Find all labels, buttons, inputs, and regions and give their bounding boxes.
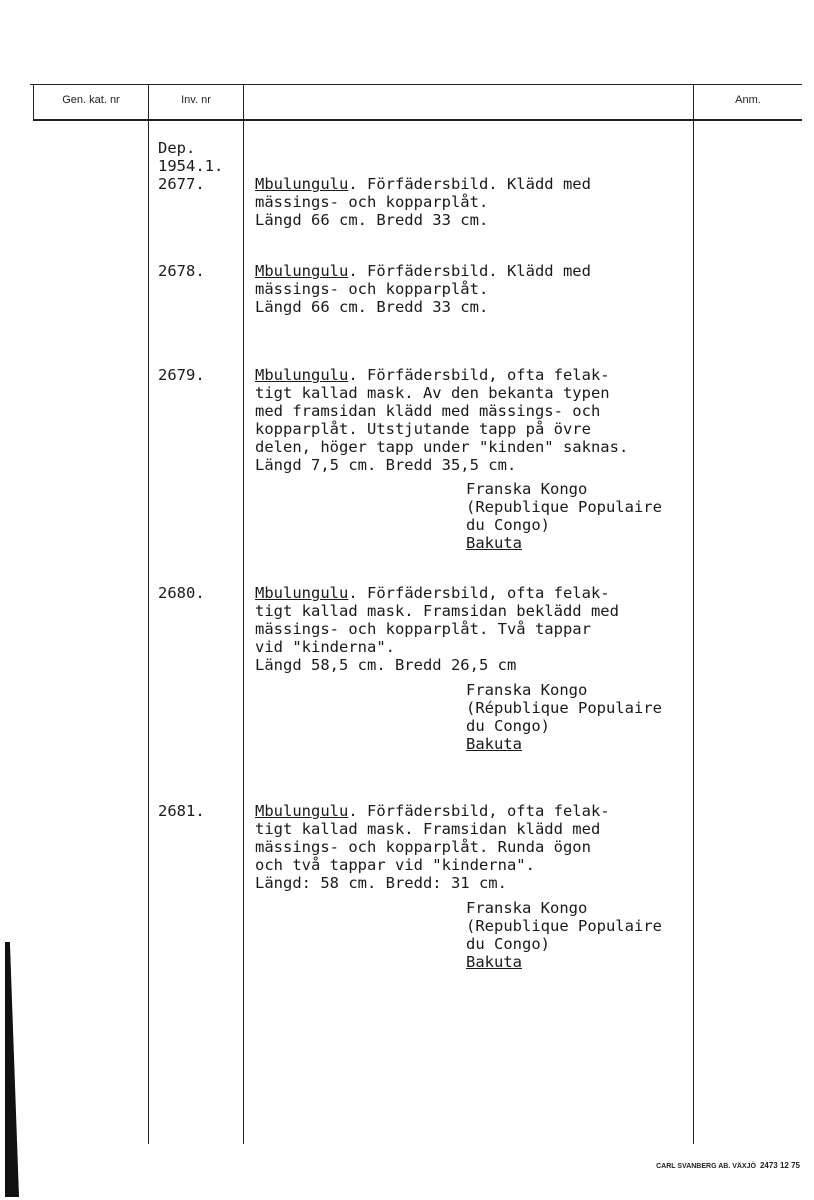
inv-number: 2680. bbox=[158, 584, 205, 602]
inv-number: 2679. bbox=[158, 366, 205, 384]
provenance: Franska Kongo (République Populaire du Congo) Bakuta bbox=[466, 681, 662, 753]
object-title: Mbulungulu bbox=[255, 175, 349, 193]
header-inv-nr: Inv. nr bbox=[181, 94, 211, 106]
header-bottom-rule bbox=[34, 119, 802, 121]
column-divider-anm bbox=[693, 84, 694, 1144]
object-title: Mbulungulu bbox=[255, 262, 349, 280]
header-gen-kat-nr: Gen. kat. nr bbox=[62, 94, 120, 106]
inv-number: Dep. 1954.1. 2677. bbox=[158, 139, 224, 193]
entry-description: Mbulungulu. Förfädersbild. Klädd med mässings- och kopparplåt. Längd 66 cm. Bredd 33 cm. bbox=[255, 262, 591, 316]
header-anm: Anm. bbox=[735, 94, 761, 106]
object-title: Mbulungulu bbox=[255, 584, 349, 602]
scan-edge-shadow bbox=[5, 942, 19, 1197]
provenance: Franska Kongo (Republique Populaire du Congo) Bakuta bbox=[466, 480, 662, 552]
inv-number: 2681. bbox=[158, 802, 205, 820]
column-divider-desc bbox=[243, 84, 244, 1144]
object-title: Mbulungulu bbox=[255, 802, 349, 820]
provenance: Franska Kongo (Republique Populaire du Congo) Bakuta bbox=[466, 899, 662, 971]
entry-description: Mbulungulu. Förfädersbild, ofta felak- tigt kallad mask. Framsidan beklädd med mässings- och kopparplåt. Två tappar vid "kinderna". Längd 58,5 cm. Bredd 26,5 cm bbox=[255, 584, 619, 674]
inv-number: 2678. bbox=[158, 262, 205, 280]
tribe-name: Bakuta bbox=[466, 953, 522, 971]
column-divider-inv bbox=[148, 84, 149, 1144]
entry-description: Mbulungulu. Förfädersbild. Klädd med mässings- och kopparplåt. Längd 66 cm. Bredd 33 cm. bbox=[255, 175, 591, 229]
entry-description: Mbulungulu. Förfädersbild, ofta felak- tigt kallad mask. Av den bekanta typen med framsidan klädd med mässings- och kopparplåt. Utstjutande tapp på övre delen, höger tapp under "kinden" saknas. Längd 7,5 cm. Bredd 35,5 cm. bbox=[255, 366, 629, 474]
object-title: Mbulungulu bbox=[255, 366, 349, 384]
tribe-name: Bakuta bbox=[466, 735, 522, 753]
printer-imprint: CARL SVANBERG AB. VÄXJÖ 2473 12 75 bbox=[656, 1161, 800, 1170]
tribe-name: Bakuta bbox=[466, 534, 522, 552]
form-number: 2473 12 75 bbox=[759, 1161, 800, 1170]
entry-description: Mbulungulu. Förfädersbild, ofta felak- tigt kallad mask. Framsidan klädd med mässings- och kopparplåt. Runda ögon och två tappar vid "kinderna". Längd: 58 cm. Bredd: 31 cm. bbox=[255, 802, 610, 892]
header-top-rule bbox=[30, 84, 802, 85]
